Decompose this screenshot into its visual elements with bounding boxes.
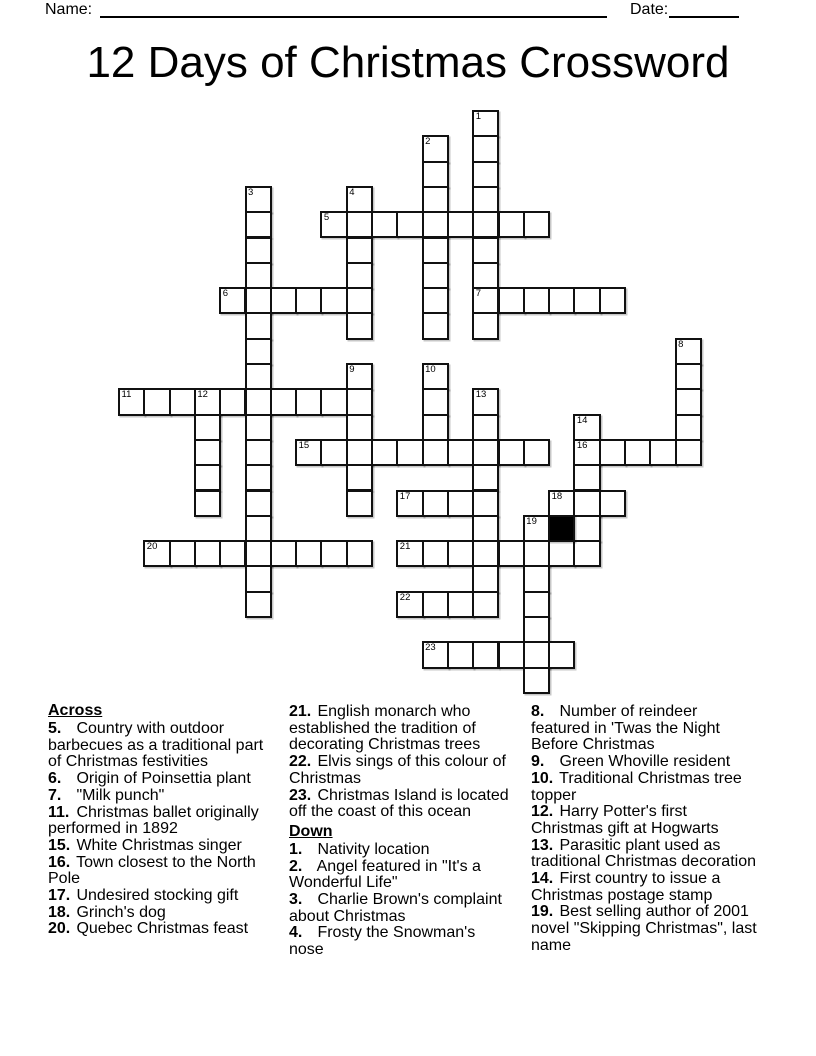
grid-cell[interactable] [245,363,272,390]
grid-cell[interactable] [143,540,170,567]
grid-cell[interactable] [295,287,322,314]
grid-cell[interactable] [245,211,272,238]
clue-down-1: 1. Nativity location [289,840,430,858]
grid-cell[interactable] [675,363,702,390]
grid-cell[interactable] [346,287,373,314]
grid-cell[interactable] [675,388,702,415]
grid-cell[interactable] [194,388,221,415]
down-heading: Down [289,822,333,840]
grid-cell[interactable] [371,439,398,466]
grid-cell[interactable] [396,490,423,517]
grid-cell-number: 15 [298,439,310,451]
grid-cell[interactable] [573,540,600,567]
grid-cell[interactable] [295,388,322,415]
grid-cell[interactable] [270,287,297,314]
crossword-grid [118,110,702,694]
black-cell [548,515,575,542]
grid-cell-number: 13 [475,389,487,401]
clue-number: 14. [531,870,554,888]
grid-cell[interactable] [472,312,499,339]
grid-cell[interactable] [523,515,550,542]
grid-cell[interactable] [245,237,272,264]
grid-cell[interactable] [422,388,449,415]
grid-cell[interactable] [548,490,575,517]
clue-down-4: 4. Frosty the Snowman's nose [289,924,476,959]
clue-number: 15. [48,836,71,854]
grid-cell[interactable] [599,439,626,466]
page-title: 12 Days of Christmas Crossword [86,38,730,87]
grid-cell[interactable] [219,540,246,567]
clue-number: 20. [48,920,71,938]
grid-cell[interactable] [472,237,499,264]
grid-cell[interactable] [320,287,347,314]
grid-cell[interactable] [346,211,373,238]
grid-cell[interactable] [523,616,550,643]
grid-cell[interactable] [346,262,373,289]
grid-cell[interactable] [396,540,423,567]
clue-across-23: 23. Christmas Island is located off the coast of this ocean [289,786,509,821]
clue-number: 4. [289,924,303,942]
grid-cell[interactable] [346,490,373,517]
date-blank-line [669,0,739,18]
grid-cell[interactable] [245,565,272,592]
grid-cell-number: 11 [121,389,132,401]
grid-cell[interactable] [143,388,170,415]
grid-cell[interactable] [346,186,373,213]
grid-cell[interactable] [422,211,449,238]
grid-cell[interactable] [447,211,474,238]
grid-cell[interactable] [523,591,550,618]
grid-cell[interactable] [447,490,474,517]
grid-cell[interactable] [118,388,145,415]
grid-cell[interactable] [194,490,221,517]
grid-cell[interactable] [245,490,272,517]
grid-cell-number: 9 [349,364,355,375]
grid-cell[interactable] [422,287,449,314]
grid-cell[interactable] [472,161,499,188]
grid-cell[interactable] [447,591,474,618]
clue-down-8: 8. Number of reindeer featured in 'Twas the Night Before Christmas [531,703,720,754]
clue-number: 10. [531,769,554,787]
clue-number: 17. [48,887,71,905]
grid-cell[interactable] [523,439,550,466]
grid-cell[interactable] [472,287,499,314]
grid-cell-number: 2 [425,136,431,148]
grid-cell[interactable] [472,110,499,137]
grid-cell[interactable] [675,414,702,441]
clue-number: 9. [531,753,545,771]
grid-cell[interactable] [472,414,499,441]
clue-across-16: 16. Town closest to the North Pole [48,853,256,888]
grid-cell-number: 20 [146,541,158,553]
clue-across-22: 22. Elvis sings of this colour of Christmas [289,753,506,787]
clue-number: 21. [289,703,312,720]
grid-cell[interactable] [548,540,575,567]
grid-cell-number: 8 [678,338,684,350]
grid-cell[interactable] [422,591,449,618]
grid-cell[interactable] [422,363,449,390]
clue-across-11: 11. Christmas ballet originally performed in 1892 [48,803,259,838]
grid-cell[interactable] [346,363,373,390]
across-heading: Across [48,702,103,719]
grid-cell[interactable] [245,186,272,213]
grid-cell[interactable] [371,211,398,238]
grid-cell[interactable] [548,641,575,668]
grid-cell[interactable] [396,591,423,618]
grid-cell[interactable] [422,490,449,517]
clue-number: 6. [48,770,62,788]
grid-cell[interactable] [270,388,297,415]
clue-number: 19. [531,903,554,921]
grid-cell[interactable] [498,439,525,466]
clue-down-2: 2. Angel featured in "It's a Wonderful Life" [289,857,481,892]
clue-number: 18. [48,903,71,921]
grid-cell[interactable] [523,667,550,694]
grid-cell-number: 21 [399,541,411,553]
grid-cell[interactable] [472,439,499,466]
clue-number: 13. [531,836,554,854]
grid-cell[interactable] [498,211,525,238]
grid-cell[interactable] [346,439,373,466]
grid-cell[interactable] [295,439,322,466]
grid-cell[interactable] [472,464,499,491]
grid-cell[interactable] [245,388,272,415]
clue-across-21: 21. English monarch who established the tradition of decorating Christmas trees [289,703,481,754]
grid-cell-number: 10 [425,364,436,375]
grid-cell[interactable] [675,338,702,365]
grid-cell[interactable] [346,414,373,441]
grid-cell-number: 6 [222,288,228,300]
grid-cell[interactable] [498,641,525,668]
clue-number: 23. [289,786,312,804]
grid-cell[interactable] [573,515,600,542]
grid-cell[interactable] [472,211,499,238]
grid-cell[interactable] [320,211,347,238]
grid-cell[interactable] [245,515,272,542]
clue-across-5: 5. Country with outdoor barbecues as a traditional part of Christmas festivities [48,720,264,771]
clue-down-9: 9. Green Whoville resident [531,753,731,771]
grid-cell-number: 1 [475,111,481,122]
grid-cell[interactable] [472,565,499,592]
clue-number: 12. [531,803,554,821]
clue-number: 2. [289,857,303,875]
grid-cell[interactable] [599,490,626,517]
grid-cell[interactable] [498,540,525,567]
grid-cell[interactable] [422,237,449,264]
grid-cell[interactable] [573,439,600,466]
grid-cell[interactable] [472,135,499,162]
grid-cell[interactable] [472,591,499,618]
grid-cell[interactable] [447,641,474,668]
clue-down-13: 13. Parasitic plant used as traditional Christmas decoration [531,836,756,871]
grid-cell[interactable] [422,262,449,289]
grid-cell[interactable] [320,388,347,415]
grid-cell-number: 14 [576,414,588,426]
grid-cell[interactable] [245,439,272,466]
grid-cell[interactable] [219,287,246,314]
clue-across-6: 6. Origin of Poinsettia plant [48,770,251,788]
grid-cell[interactable] [194,414,221,441]
clue-down-14: 14. First country to issue a Christmas postage stamp [531,870,721,904]
grid-cell[interactable] [396,439,423,466]
grid-cell[interactable] [245,414,272,441]
clue-down-10: 10. Traditional Christmas tree topper [531,769,742,804]
grid-cell-number: 17 [399,490,411,502]
grid-cell-number: 19 [526,515,537,527]
grid-cell[interactable] [169,388,196,415]
grid-cell[interactable] [447,540,474,567]
grid-cell[interactable] [447,439,474,466]
grid-cell-number: 16 [576,439,588,451]
grid-cell[interactable] [523,287,550,314]
clue-number: 16. [48,853,71,871]
grid-cell-number: 5 [323,212,330,224]
grid-cell[interactable] [624,439,651,466]
clue-number: 11. [48,803,70,821]
grid-cell[interactable] [573,414,600,441]
grid-cell[interactable] [573,464,600,491]
grid-cell[interactable] [396,211,423,238]
grid-cell[interactable] [346,464,373,491]
grid-cell[interactable] [675,439,702,466]
clue-number: 7. [48,786,62,804]
grid-cell[interactable] [472,262,499,289]
grid-cell[interactable] [270,540,297,567]
grid-cell[interactable] [219,388,246,415]
grid-cell[interactable] [245,287,272,314]
date-label: Date: [630,1,669,18]
grid-cell-number: 4 [349,186,355,198]
grid-cell-number: 23 [425,642,436,654]
grid-cell-number: 3 [248,186,254,198]
grid-cell-number: 7 [475,288,481,300]
grid-cell[interactable] [599,287,626,314]
grid-cell[interactable] [245,338,272,365]
clue-across-18: 18. Grinch's dog [48,903,166,921]
grid-cell[interactable] [194,464,221,491]
grid-cell-number: 18 [551,490,563,502]
grid-cell[interactable] [422,540,449,567]
clue-down-12: 12. Harry Potter's first Christmas gift at Hogwarts [531,803,719,837]
grid-cell[interactable] [498,287,525,314]
grid-cell-number: 12 [197,389,208,401]
grid-cell[interactable] [523,641,550,668]
grid-cell[interactable] [573,287,600,314]
grid-cell[interactable] [169,540,196,567]
grid-cell[interactable] [472,540,499,567]
grid-cell[interactable] [194,540,221,567]
grid-cell[interactable] [523,211,550,238]
grid-cell[interactable] [472,490,499,517]
clue-across-17: 17. Undesired stocking gift [48,887,239,905]
grid-cell[interactable] [422,186,449,213]
grid-cell[interactable] [422,641,449,668]
grid-cell[interactable] [523,540,550,567]
clue-number: 5. [48,720,62,737]
clue-number: 22. [289,753,312,771]
grid-cell[interactable] [346,388,373,415]
grid-cell-number: 22 [399,591,411,603]
grid-cell[interactable] [245,312,272,339]
clue-number: 8. [531,703,545,720]
grid-cell[interactable] [194,439,221,466]
clue-down-3: 3. Charlie Brown's complaint about Christmas [289,891,502,925]
clue-across-20: 20. Quebec Christmas feast [48,920,249,938]
grid-cell[interactable] [472,641,499,668]
clue-number: 3. [289,891,303,909]
grid-cell[interactable] [245,591,272,618]
grid-cell[interactable] [245,262,272,289]
grid-cell[interactable] [245,540,272,567]
grid-cell[interactable] [245,464,272,491]
grid-cell[interactable] [422,439,449,466]
grid-cell[interactable] [649,439,676,466]
grid-cell[interactable] [346,312,373,339]
clue-column-2 [289,700,511,959]
grid-cell[interactable] [422,161,449,188]
clue-column-1 [48,700,272,938]
grid-cell[interactable] [346,237,373,264]
grid-cell[interactable] [523,565,550,592]
grid-cell[interactable] [320,540,347,567]
grid-cell[interactable] [472,515,499,542]
clue-number: 1. [289,840,303,858]
grid-cell[interactable] [346,540,373,567]
grid-cell[interactable] [548,287,575,314]
grid-cell[interactable] [422,135,449,162]
clue-across-7: 7. "Milk punch" [48,786,165,804]
grid-cell[interactable] [472,186,499,213]
name-blank-line [100,0,607,18]
grid-cell[interactable] [573,490,600,517]
clue-down-19: 19. Best selling author of 2001 novel "Skipping Christmas", last name [531,903,757,954]
clue-across-15: 15. White Christmas singer [48,836,242,854]
grid-cell[interactable] [472,388,499,415]
grid-cell[interactable] [320,439,347,466]
name-label: Name: [45,1,93,18]
clue-column-3 [531,700,758,955]
grid-cell[interactable] [422,414,449,441]
grid-cell[interactable] [295,540,322,567]
grid-cell[interactable] [422,312,449,339]
